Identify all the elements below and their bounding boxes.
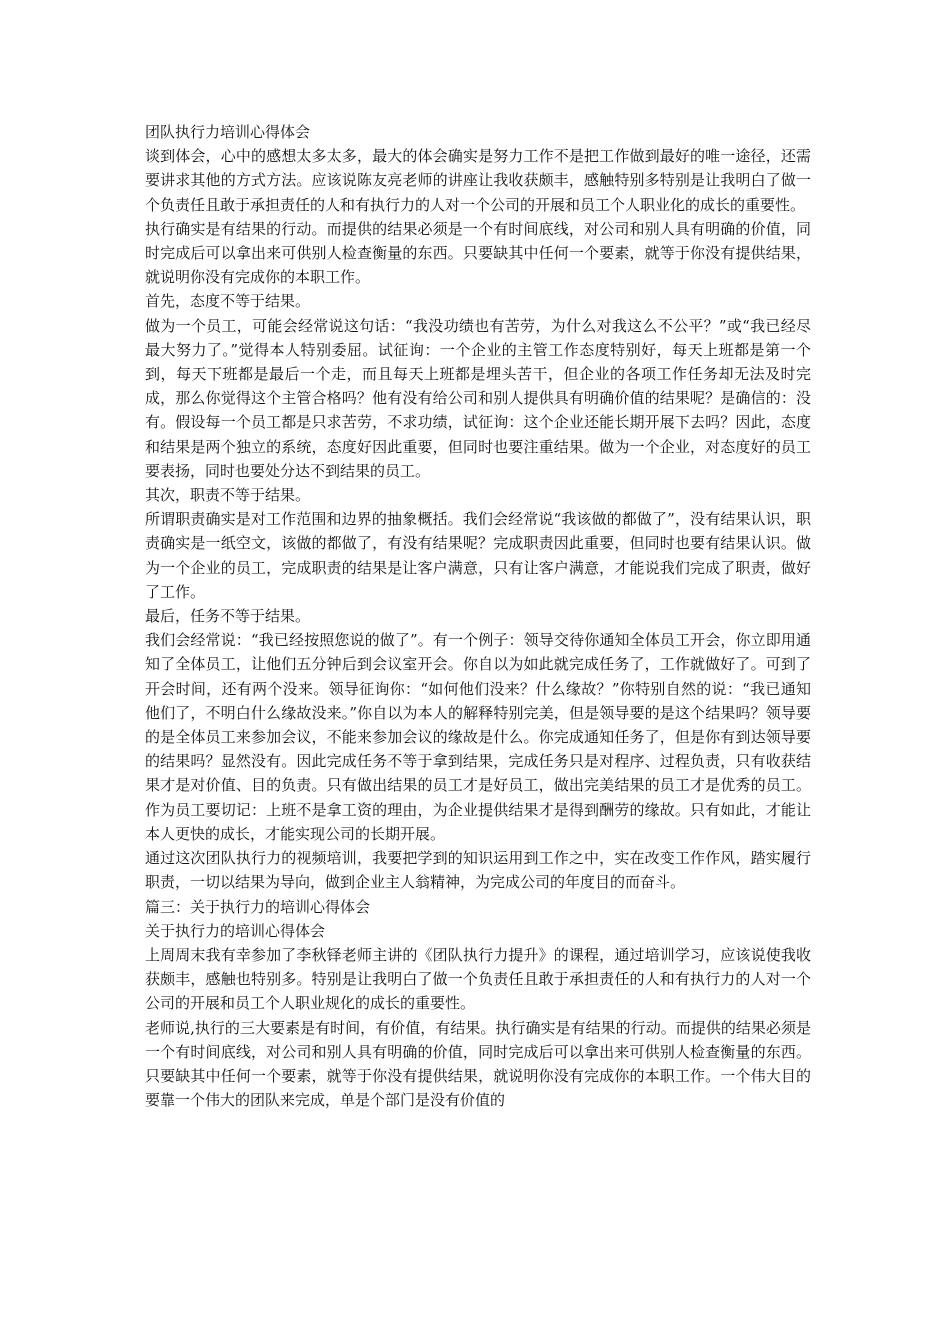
section-subtitle: 关于执行力的培训心得体会	[145, 921, 326, 940]
document-page	[145, 120, 811, 1112]
paragraph-task: 我们会经常说：“我已经按照您说的做了”。有一个例子：领导交待你通知全体员工开会，你立即用通知了全体员工，让他们五分钟后到会议室开会。你自以为如此就完成任务了，工作就做好了。可到了开会时间，还有两个没来。领导征询你：“如何他们没来？什么缘故？”你特别自然的说：“我已通知他们了，不明白什么缘故没来。”你自以为本人的解释特别完美，但是领导要的是这个结果吗？领导要的是全体员工来参加会议，不能来参加会议的缘故是什么。你完成通知任务了，但是你有到达领导要的结果吗？显然没有。因此完成任务不等于拿到结果，完成任务只是对程序、过程负责，只有收获结果才是对价值、目的负责。只有做出结果的员工才是好员工，做出完美结果的员工才是优秀的员工。作为员工要切记：上班不是拿工资的理由，为企业提供结果才是得到酬劳的缘故。只有如此，才能让本人更快的成长，才能实现公司的长期开展。	[145, 631, 811, 843]
paragraph-execution-definition: 执行确实是有结果的行动。而提供的结果必须是一个有时间底线，对公司和别人具有明确的价值，同时完成后可以拿出来可供别人检查衡量的东西。只要缺其中任何一个要素，就等于你没有提供结果，就说明你没有完成你的本职工作。	[145, 219, 811, 287]
paragraph-intro: 谈到体会，心中的感想太多太多，最大的体会确实是努力工作不是把工作做到最好的唯一途径，还需要讲求其他的方式方法。应该说陈友亮老师的讲座让我收获颇丰，感触特别多特别是让我明白了做一个负责任且敢于承担责任的人和有执行力的人对一个公司的开展和员工个人职业化的成长的重要性。	[145, 147, 811, 214]
paragraph-conclusion: 通过这次团队执行力的视频培训，我要把学到的知识运用到工作之中，实在改变工作作风，踏实履行职责，一切以结果为导向，做到企业主人翁精神，为完成公司的年度目的而奋斗。	[145, 849, 811, 892]
section-heading-part-three: 篇三：关于执行力的培训心得体会	[145, 897, 371, 916]
paragraph-attitude: 做为一个员工，可能会经常说这句话：“我没功绩也有苦劳，为什么对我这么不公平？”或“我已经尽最大努力了。”觉得本人特别委屈。试征询：一个企业的主管工作态度特别好，每天上班都是第一个到，每天下班都是最后一个走，而且每天上班都是埋头苦干，但企业的各项工作任务却无法及时完成，那么你觉得这个主管合格吗？他有没有给公司和别人提供具有明确价值的结果呢？是确信的：没有。假设每一个员工都是只求苦劳，不求功绩，试征询：这个企业还能长期开展下去吗？因此，态度和结果是两个独立的系统，态度好因此重要，但同时也要注重结果。做为一个企业，对态度好的员工要表扬，同时也要处分达不到结果的员工。	[145, 316, 811, 480]
heading-responsibility: 其次，职责不等于结果。	[145, 486, 311, 505]
heading-task: 最后，任务不等于结果。	[145, 607, 311, 626]
document-title: 团队执行力培训心得体会	[145, 123, 311, 141]
heading-attitude: 首先，态度不等于结果。	[145, 292, 311, 311]
paragraph-responsibility: 所谓职责确实是对工作范围和边界的抽象概括。我们会经常说“我该做的都做了”，没有结果认识，职责确实是一纸空文，该做的都做了，有没有结果呢？完成职责因此重要，但同时也要有结果认识。做为一个企业的员工，完成职责的结果是让客户满意，只有让客户满意，才能说我们完成了职责，做好了工作。	[145, 510, 811, 601]
paragraph-training-intro: 上周周末我有幸参加了李秋铎老师主讲的《团队执行力提升》的课程，通过培训学习，应该说使我收获颇丰，感触也特别多。特别是让我明白了做一个负责任且敢于承担责任的人和有执行力的人对一个公司的开展和员工个人职业规化的成长的重要性。	[145, 945, 811, 1013]
paragraph-three-elements: 老师说,执行的三大要素是有时间，有价值，有结果。执行确实是有结果的行动。而提供的结果必须是一个有时间底线，对公司和别人具有明确的价值，同时完成后可以拿出来可供别人检查衡量的东西。只要缺其中任何一个要素，就等于你没有提供结果，就说明你没有完成你的本职工作。一个伟大目的要靠一个伟大的团队来完成，单是个部门是没有价值的	[145, 1018, 811, 1110]
